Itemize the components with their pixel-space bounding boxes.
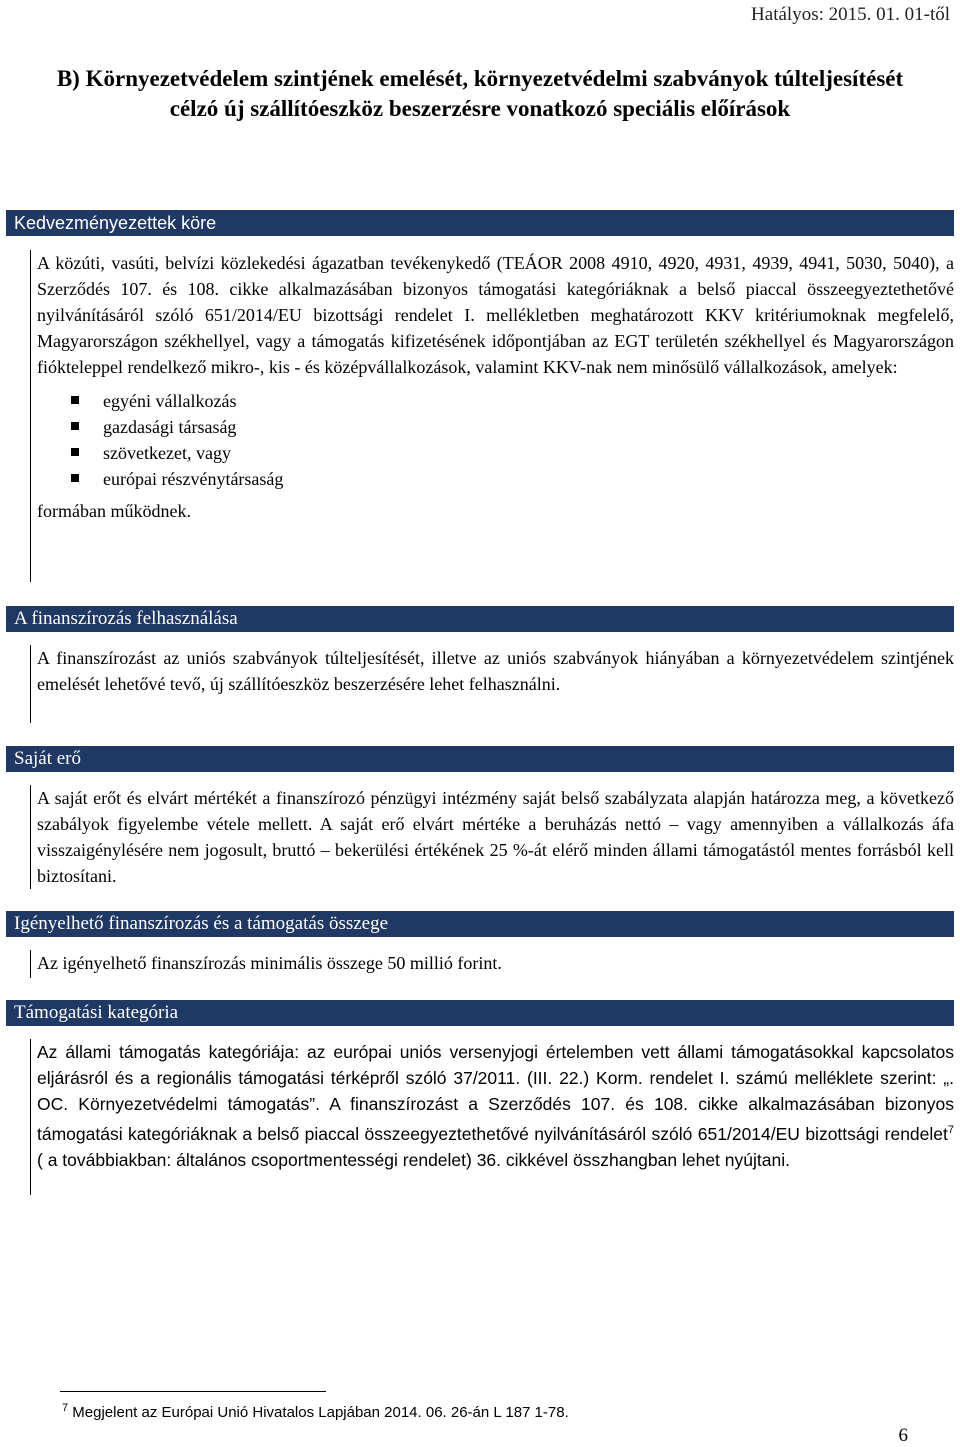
section-heading-amount: Igényelhető finanszírozás és a támogatás összege xyxy=(6,911,954,937)
list-item: egyéni vállalkozás xyxy=(71,388,954,414)
effective-date: Hatályos: 2015. 01. 01-től xyxy=(751,4,950,25)
page-number: 6 xyxy=(898,1425,908,1446)
section-heading-usage: A finanszírozás felhasználása xyxy=(6,606,954,632)
beneficiaries-intro: A közúti, vasúti, belvízi közlekedési ágazatban tevékenykedő (TEÁOR 2008 4910, 4920, 4931, 4939, 4941, 5030, 5040), a Szerződés 107. és 108. cikke alkalmazásában bizonyos támogatási kategóriáknak a belső piaccal összeegyeztethetővé nyilvánításáról szóló 651/2014/EU bizottsági rendelet I. mellékletben meghatározott KKV kritériumoknak megfelelő, Magyarországon székhellyel, vagy a támogatás kifizetésének időpontjában az EGT területén székhellyel és Magyarországon fiókteleppel rendelkező mikro-, kis - és középvállalkozások, valamint KKV-nak nem minősülő vállalkozások, amelyek: xyxy=(37,253,954,377)
entity-type-list xyxy=(37,388,954,492)
section-heading-own-contribution: Saját erő xyxy=(6,746,954,772)
bullet-square-icon xyxy=(71,474,79,482)
footnote-reference[interactable]: 7 xyxy=(947,1124,954,1136)
section-body-own-contribution xyxy=(30,785,954,889)
bullet-square-icon xyxy=(71,448,79,456)
section-heading-category: Támogatási kategória xyxy=(6,1000,954,1026)
bullet-square-icon xyxy=(71,396,79,404)
section-body-usage xyxy=(30,645,954,723)
section-heading-beneficiaries: Kedvezményezettek köre xyxy=(6,210,954,236)
footnote-mark: 7 xyxy=(62,1402,69,1414)
section-body-beneficiaries xyxy=(30,250,954,582)
amount-text: Az igényelhető finanszírozás minimális összege 50 millió forint. xyxy=(37,953,502,973)
category-text: Az állami támogatás kategóriája: az európai uniós versenyjogi értelemben vett állami támogatásokkal kapcsolatos eljárásról és a regionális támogatási térképről szóló 37/2011. (III. 22.) Korm. rendelet I. számú melléklete szerint: „. OC. Környezetvédelmi támogatás”. A finanszírozást a Szerződés 107. és 108. cikke alkalmazásában bizonyos támogatási kategóriáknak a belső piaccal összeegyeztethetővé nyilvánításáról szóló 651/2014/EU bizottsági rendelet$^7$ ( a továbbiakban: általános csoportmentességi rendelet) 36. cikkével összhangban lehet nyújtani. xyxy=(37,1042,954,1170)
section-body-category xyxy=(30,1039,954,1195)
list-item: gazdasági társaság xyxy=(71,414,954,440)
list-item: szövetkezet, vagy xyxy=(71,440,954,466)
page-title: B) Környezetvédelem szintjének emelését, környezetvédelmi szabványok túlteljesítését célzó új szállítóeszköz beszerzésre vonatkozó speciális előírások xyxy=(56,66,904,121)
list-item: európai részvénytársaság xyxy=(71,466,954,492)
footnote-divider xyxy=(60,1391,326,1392)
bullet-square-icon xyxy=(71,422,79,430)
section-body-amount xyxy=(30,950,954,978)
usage-text: A finanszírozást az uniós szabványok túlteljesítését, illetve az uniós szabványok hiányában a környezetvédelem szintjének emelését lehetővé tevő, új szállítóeszköz beszerzésére lehet felhasználni. xyxy=(37,648,954,694)
own-contribution-text: A saját erőt és elvárt mértékét a finanszírozó pénzügyi intézmény saját belső szabályzata alapján határozza meg, a következő szabályok figyelembe vétele mellett. A saját erő elvárt mértéke a beruházás nettó – vagy amennyiben a vállalkozás áfa visszaigénylésére nem jogosult, bruttó – bekerülési értékének 25 %-át elérő minden állami támogatástól mentes forrásból kell biztosítani. xyxy=(37,788,954,886)
footnote xyxy=(62,1402,569,1421)
footnote-text: Megjelent az Európai Unió Hivatalos Lapjában 2014. 06. 26-án L 187 1-78. xyxy=(68,1404,569,1421)
beneficiaries-outro: formában működnek. xyxy=(37,501,191,521)
